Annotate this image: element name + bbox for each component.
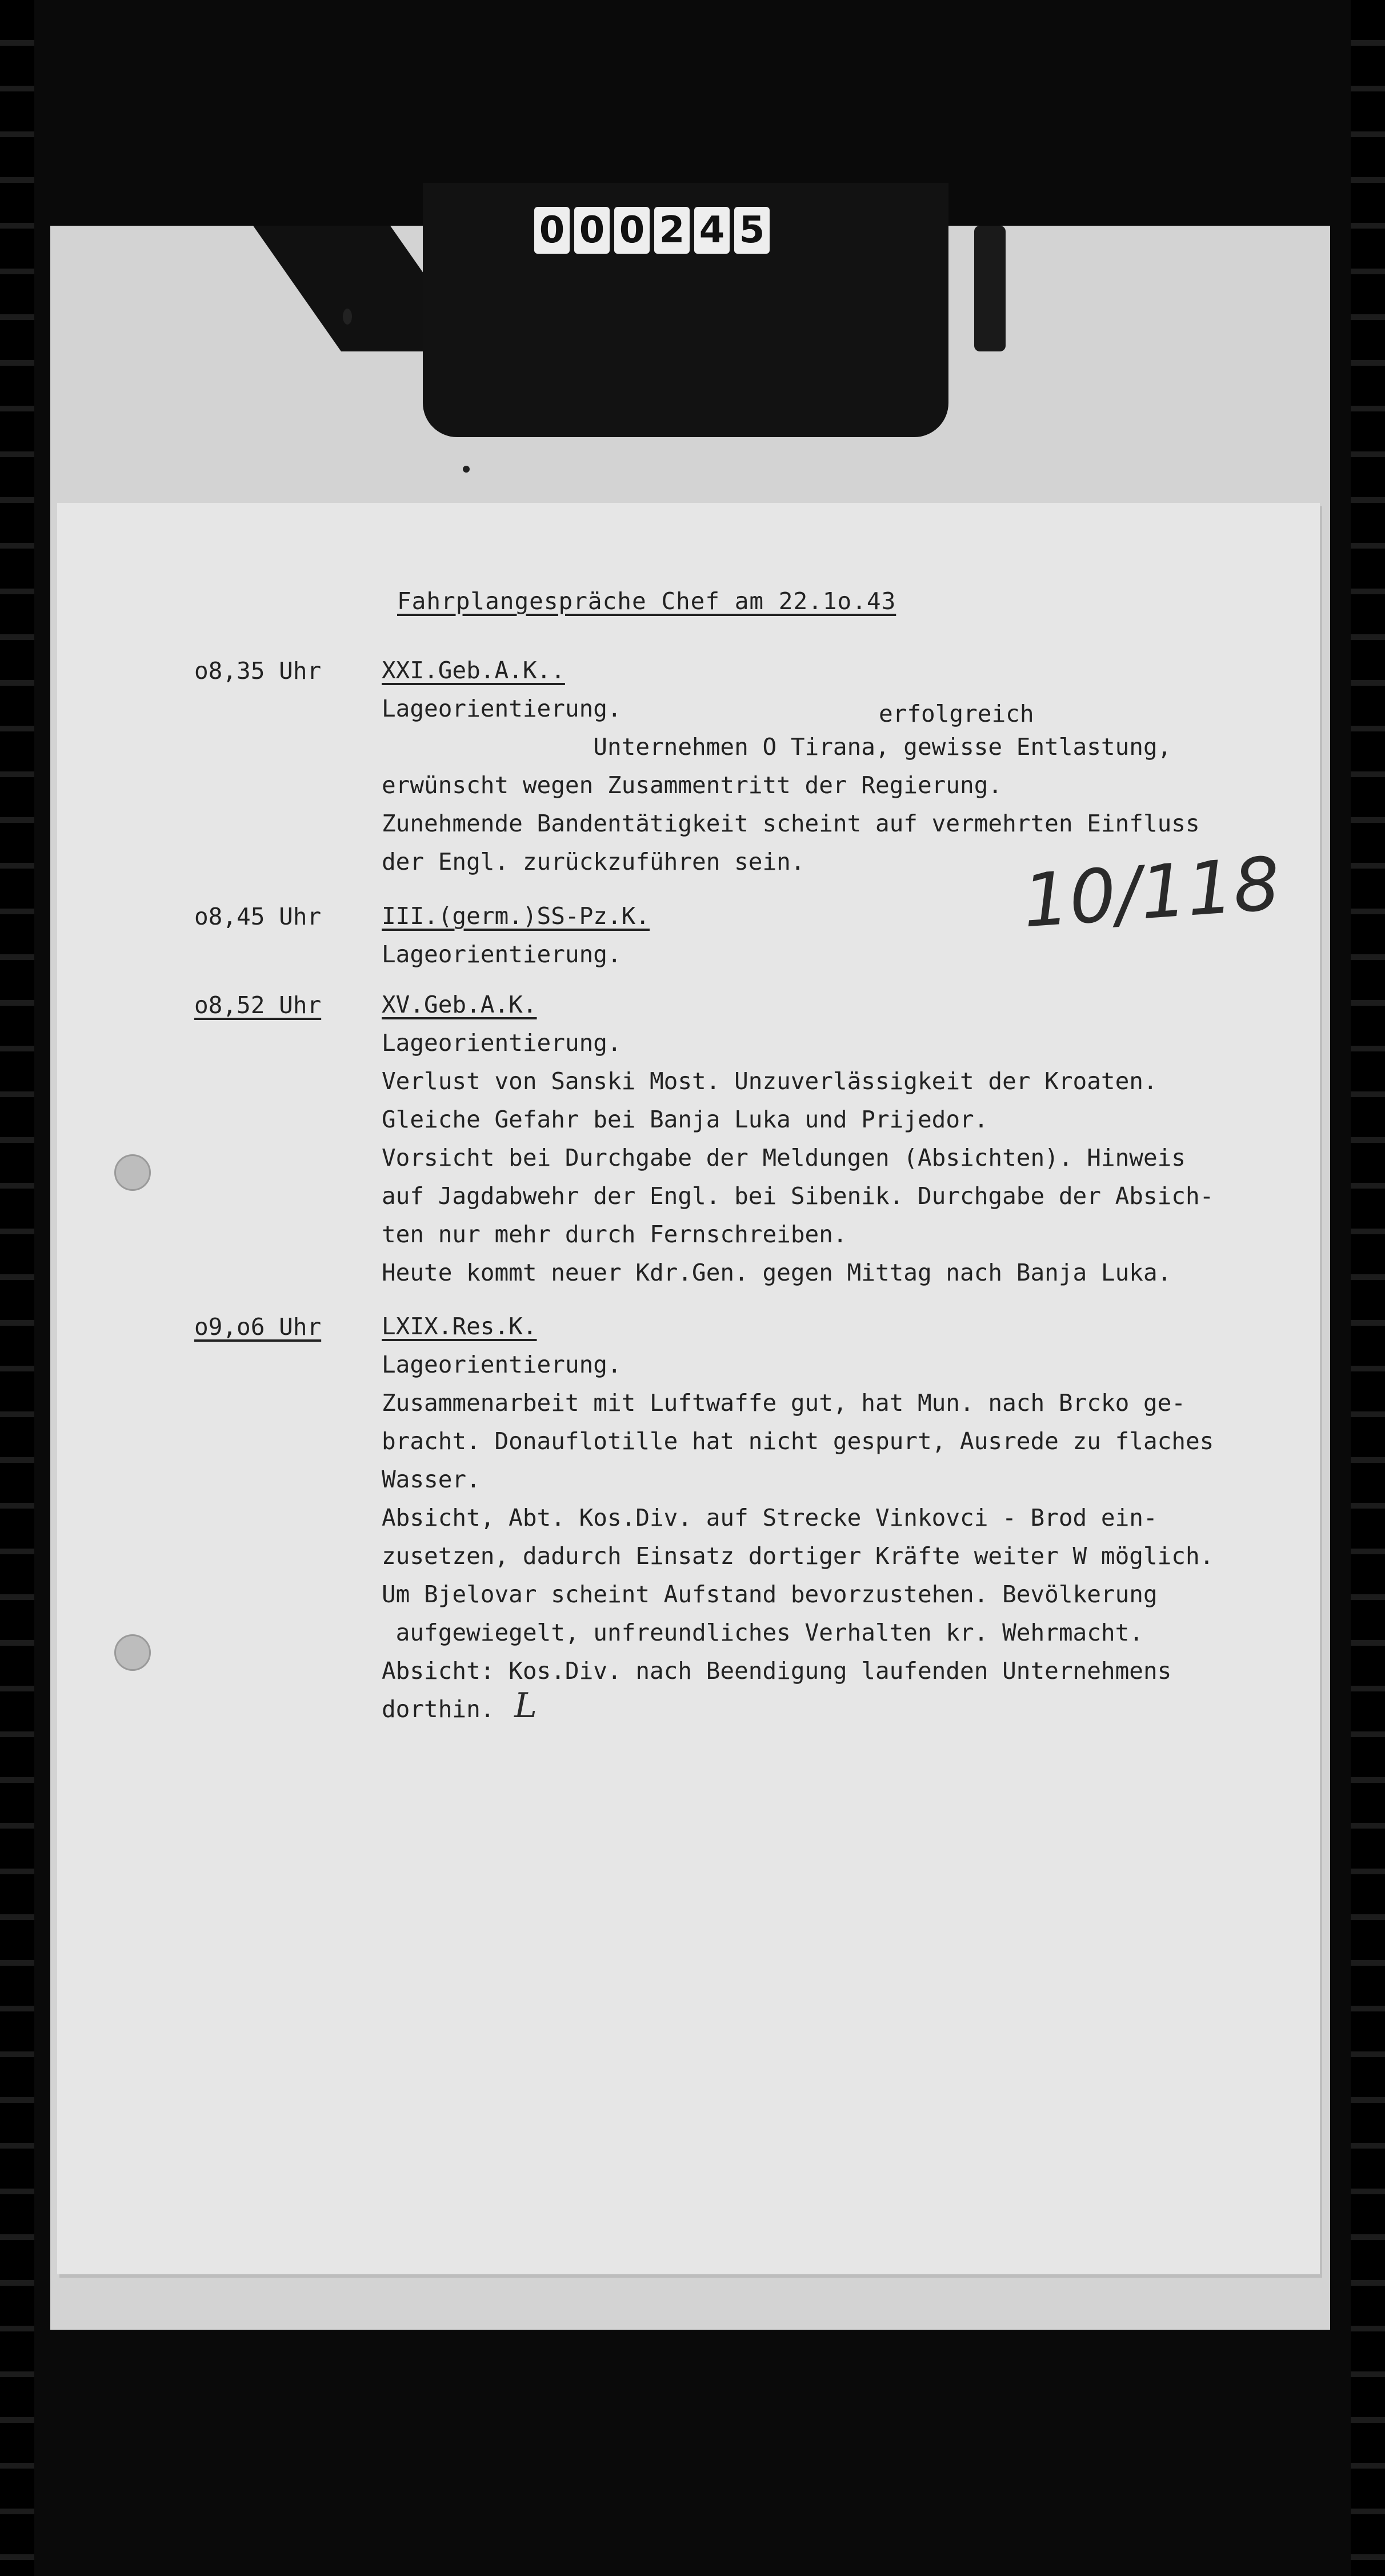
entry-time: o8,35 Uhr xyxy=(194,657,322,685)
entry-line: Lageorientierung. xyxy=(382,941,622,968)
entry-line: Um Bjelovar scheint Aufstand bevorzustehen. Bevölkerung xyxy=(382,1581,1158,1608)
entry-line: auf Jagdabwehr der Engl. bei Sibenik. Durchgabe der Absich- xyxy=(382,1182,1214,1210)
entry-line: Verlust von Sanski Most. Unzuverlässigkeit der Kroaten. xyxy=(382,1067,1158,1095)
punch-hole xyxy=(114,1634,151,1671)
counter-digit: 5 xyxy=(734,207,770,254)
handwritten-insertion: erfolgreich xyxy=(879,700,1034,727)
punch-hole xyxy=(114,1154,151,1191)
entry-line: Zunehmende Bandentätigkeit scheint auf vermehrten Einfluss xyxy=(382,810,1200,837)
entry-line: Absicht: Kos.Div. nach Beendigung laufenden Unternehmens xyxy=(382,1657,1172,1685)
entry-line: Heute kommt neuer Kdr.Gen. gegen Mittag nach Banja Luka. xyxy=(382,1259,1172,1286)
filing-number: 10/118 xyxy=(1020,841,1283,945)
entry-body xyxy=(382,651,1200,881)
unit-name: XV.Geb.A.K. xyxy=(382,991,537,1018)
document-title: Fahrplangespräche Chef am 22.1o.43 xyxy=(397,587,896,615)
entry-line: Vorsicht bei Durchgabe der Meldungen (Absichten). Hinweis xyxy=(382,1144,1186,1171)
entry-line: Lageorientierung. xyxy=(382,695,622,722)
clamp-rivet xyxy=(463,466,470,473)
counter-digit: 0 xyxy=(574,207,610,254)
counter-digit: 0 xyxy=(534,207,570,254)
entry-line: Lageorientierung. xyxy=(382,1351,622,1378)
clamp-knob xyxy=(974,226,1006,351)
film-edge-right xyxy=(1351,0,1385,2576)
entry-time: o8,52 Uhr xyxy=(194,991,322,1019)
entry-time: o9,o6 Uhr xyxy=(194,1313,322,1341)
unit-name: LXIX.Res.K. xyxy=(382,1313,537,1340)
counter-digit: 4 xyxy=(694,207,730,254)
entry-line: dorthin. xyxy=(382,1695,495,1723)
entry-body xyxy=(382,897,650,974)
frame-counter xyxy=(534,207,770,254)
handwritten-initial: L xyxy=(514,1686,537,1726)
entry-line: ten nur mehr durch Fernschreiben. xyxy=(382,1221,847,1248)
entry-line: aufgewiegelt, unfreundliches Verhalten kr. Wehrmacht. xyxy=(382,1619,1143,1646)
entry-line: Absicht, Abt. Kos.Div. auf Strecke Vinkovci - Brod ein- xyxy=(382,1504,1158,1531)
film-edge-left xyxy=(0,0,34,2576)
entry-body xyxy=(382,986,1214,1292)
counter-digit: 0 xyxy=(614,207,650,254)
entry-line: zusetzen, dadurch Einsatz dortiger Kräfte weiter W möglich. xyxy=(382,1542,1214,1570)
clamp-rivet xyxy=(343,309,352,325)
entry-line: Unternehmen O Tirana, gewisse Entlastung, xyxy=(382,733,1172,761)
entry-line: Zusammenarbeit mit Luftwaffe gut, hat Mun. nach Brcko ge- xyxy=(382,1389,1186,1417)
counter-digit: 2 xyxy=(654,207,690,254)
entry-line: bracht. Donauflotille hat nicht gespurt, Ausrede zu flaches xyxy=(382,1427,1214,1455)
entry-line: Wasser. xyxy=(382,1466,481,1493)
entry-time: o8,45 Uhr xyxy=(194,903,322,930)
entry-line: der Engl. zurückzuführen sein. xyxy=(382,848,805,875)
entry-line: Gleiche Gefahr bei Banja Luka und Prijedor. xyxy=(382,1106,988,1133)
unit-name: III.(germ.)SS-Pz.K. xyxy=(382,902,650,930)
entry-body xyxy=(382,1307,1214,1729)
entry-line: erwünscht wegen Zusammentritt der Regierung. xyxy=(382,771,1003,799)
unit-name: XXI.Geb.A.K.. xyxy=(382,657,565,684)
entry-line: Lageorientierung. xyxy=(382,1029,622,1057)
